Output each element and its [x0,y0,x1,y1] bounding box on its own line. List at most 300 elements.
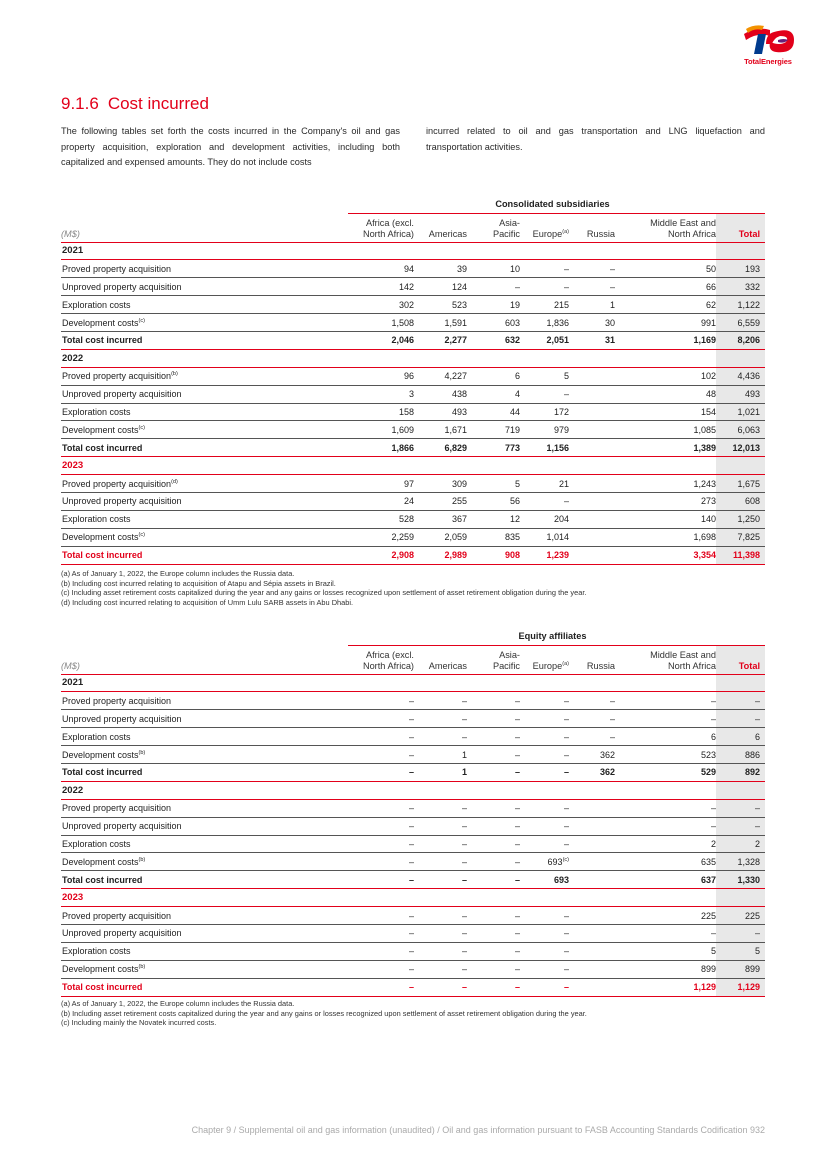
row-label-text: Unproved property acquisition [62,928,182,939]
total-row [61,871,765,889]
cell-value: 94 [403,263,414,274]
value-cell [467,835,520,853]
empty-total-cell [716,457,765,475]
value-cell [520,385,569,403]
total-cell [716,960,765,978]
value-cell [414,710,467,728]
value-cell [569,367,615,385]
cell-value: – [563,713,569,724]
value-cell [569,817,615,835]
cell-value: – [563,910,569,921]
consolidated-subsidiaries-table [61,199,765,569]
value-cell [569,835,615,853]
row-label-text: Proved property acquisition [62,371,172,382]
value-cell [520,296,569,314]
cell-value: – [514,856,520,867]
value-cell [615,907,716,925]
col-africa-header [348,214,414,242]
unit-label: (M$) [61,660,80,671]
cell-value: – [514,731,520,742]
total-row [61,331,765,349]
col-russia-header: Russia [586,660,615,671]
cell-value: – [514,910,520,921]
row-label [61,907,348,925]
cell-value: – [609,263,615,274]
row-label-text: Unproved property acquisition [62,496,182,507]
row-note-ref: (b) [171,371,178,378]
cell-value: – [408,713,414,724]
row-label [61,510,348,528]
row-label-text: Development costs [62,856,139,867]
row-label [61,421,348,439]
total-cell [716,403,765,421]
cell-value: 1,698 [693,532,716,543]
cell-value: 24 [403,496,414,507]
col-middle-east-header [615,214,716,242]
value-cell [414,278,467,296]
total-row [61,978,765,996]
cell-value: – [514,838,520,849]
cell-value: – [710,713,716,724]
cell-value: 4,227 [444,371,467,382]
value-cell [348,510,414,528]
table-row [61,403,765,421]
value-cell [520,728,569,746]
row-label-text: Unproved property acquisition [62,389,182,400]
value-cell [615,692,716,710]
total-value-cell: – [348,871,414,889]
row-label-text: Proved property acquisition [62,695,172,706]
value-cell [615,835,716,853]
total-value-cell: 693 [520,871,569,889]
cell-value: – [563,731,569,742]
value-cell [520,907,569,925]
value-cell [414,367,467,385]
cell-value: 693 [547,856,563,867]
cell-value: 225 [700,910,716,921]
value-cell [348,907,414,925]
grand-total-cell: 12,013 [716,439,765,457]
col-middle-east-header-line1: Middle East and [650,217,716,228]
total-value-cell: 2,051 [520,331,569,349]
row-label-text: Proved property acquisition [62,803,172,814]
header-row [61,646,765,674]
cell-value: – [754,928,760,939]
cell-value: – [563,389,569,400]
value-cell [615,475,716,493]
value-cell [615,314,716,332]
unit-header [61,214,348,242]
value-cell [348,728,414,746]
value-cell [569,710,615,728]
value-cell [615,421,716,439]
empty-cell [348,242,414,260]
cell-value: 2 [710,838,716,849]
row-label-text: Proved property acquisition [62,263,172,274]
cell-note-ref: (c) [562,856,569,863]
empty-cell [520,781,569,799]
empty-cell [467,889,520,907]
cell-value: 142 [398,281,414,292]
col-africa-header [348,646,414,674]
total-value-cell: 632 [467,331,520,349]
value-cell [569,421,615,439]
value-cell [467,403,520,421]
cell-value: 1,836 [546,317,569,328]
row-label [61,853,348,871]
cell-value: 523 [700,749,716,760]
value-cell [520,278,569,296]
row-label-text: Unproved property acquisition [62,713,182,724]
value-cell [615,960,716,978]
value-cell [467,907,520,925]
total-value-cell: 2,277 [414,331,467,349]
total-cell [716,278,765,296]
grand-total-cell: 11,398 [716,546,765,564]
total-label: Total cost incurred [61,331,348,349]
cell-value: 302 [398,299,414,310]
value-cell [569,314,615,332]
cell-value: – [563,749,569,760]
value-cell [414,728,467,746]
row-note-ref: (d) [171,478,178,485]
value-cell [348,278,414,296]
row-label [61,403,348,421]
value-cell [414,475,467,493]
value-cell [414,835,467,853]
cell-value: – [754,713,760,724]
empty-cell [520,674,569,692]
row-label-text: Development costs [62,532,139,543]
value-cell [569,385,615,403]
cell-value: – [563,281,569,292]
value-cell [615,296,716,314]
table-row [61,692,765,710]
value-cell [520,367,569,385]
cell-value: 6 [754,731,760,742]
value-cell [467,942,520,960]
row-label [61,528,348,546]
value-cell [348,924,414,942]
cell-value: – [461,910,467,921]
row-label [61,924,348,942]
grand-total-cell: 892 [716,763,765,781]
empty-cell [467,242,520,260]
col-europe-header [520,646,569,674]
value-cell [414,314,467,332]
row-label [61,817,348,835]
row-label-text: Exploration costs [62,514,131,525]
total-label: Total cost incurred [61,978,348,996]
cell-value: 1,609 [391,424,414,435]
cell-value: 899 [744,964,760,975]
row-label-text: Unproved property acquisition [62,281,182,292]
logo-mark-icon [740,24,798,56]
col-africa-header-line1: Africa (excl. [366,217,414,228]
row-label [61,710,348,728]
cell-value: 332 [744,281,760,292]
cell-value: 4,436 [737,371,760,382]
value-cell [348,367,414,385]
row-label-text: Exploration costs [62,406,131,417]
total-value-cell: 31 [569,331,615,349]
cell-value: – [514,281,520,292]
empty-cell [569,349,615,367]
europe-note-ref: (a) [562,660,569,667]
value-cell [520,492,569,510]
cell-value: 1,021 [737,406,760,417]
value-cell [348,799,414,817]
value-cell [467,960,520,978]
value-cell [414,692,467,710]
value-cell [467,710,520,728]
total-value-cell: – [467,763,520,781]
total-row [61,439,765,457]
table-row [61,799,765,817]
table-group-title: Equity affiliates [518,631,587,641]
total-cell [716,799,765,817]
cell-value: 719 [504,424,520,435]
total-value-cell: 529 [615,763,716,781]
equity-affiliates-table [61,631,765,997]
value-cell [520,746,569,764]
cell-value: 362 [599,749,615,760]
cell-value: 6 [514,371,520,382]
table-row [61,278,765,296]
value-cell [348,314,414,332]
value-cell [615,728,716,746]
total-cell [716,692,765,710]
cell-value: – [408,803,414,814]
cell-value: 438 [451,389,467,400]
cell-value: 4 [514,389,520,400]
cell-value: – [563,496,569,507]
value-cell [569,692,615,710]
cell-value: – [408,928,414,939]
total-cell [716,314,765,332]
cell-value: – [609,731,615,742]
value-cell [414,942,467,960]
value-cell [615,403,716,421]
value-cell [520,260,569,278]
row-label-text: Exploration costs [62,731,131,742]
table-row [61,492,765,510]
cell-value: 1,328 [737,856,760,867]
row-label [61,278,348,296]
total-cell [716,942,765,960]
row-label [61,475,348,493]
total-value-cell: – [520,978,569,996]
total-value-cell: 637 [615,871,716,889]
empty-cell [414,349,467,367]
row-label [61,367,348,385]
value-cell [569,528,615,546]
cell-value: 193 [744,263,760,274]
cell-value: 10 [509,263,520,274]
section-title [61,94,209,114]
empty-cell [467,674,520,692]
cell-value: – [563,695,569,706]
total-value-cell: 2,908 [348,546,414,564]
cell-value: – [563,803,569,814]
total-value-cell: – [414,871,467,889]
total-cell [716,924,765,942]
value-cell [520,510,569,528]
empty-cell [467,457,520,475]
table-row [61,296,765,314]
value-cell [414,510,467,528]
col-total-header: Total [716,214,765,242]
cell-value: 204 [553,514,569,525]
total-cell [716,710,765,728]
cell-value: 1,591 [444,317,467,328]
cell-value: 30 [604,317,615,328]
cell-value: 158 [398,406,414,417]
cell-value: – [461,713,467,724]
table-row [61,710,765,728]
cell-value: – [408,749,414,760]
footnote: (b) Including asset retirement costs capitalized during the year and any gains or losses recognized upon settlement of asset retirement obligation during the year. [61,1008,587,1018]
row-label-text: Exploration costs [62,299,131,310]
col-americas-header: Americas [428,660,467,671]
value-cell [348,710,414,728]
total-row [61,763,765,781]
total-value-cell: 362 [569,763,615,781]
cell-value: – [408,821,414,832]
cell-value: 6,063 [737,424,760,435]
year-label: 2021 [61,242,348,260]
value-cell [414,817,467,835]
value-cell [520,960,569,978]
value-cell [467,528,520,546]
header-row [61,214,765,242]
cell-value: 19 [509,299,520,310]
cell-value: – [408,731,414,742]
cell-value: – [461,821,467,832]
empty-cell [569,242,615,260]
cell-value: 2 [754,838,760,849]
total-cell [716,296,765,314]
cell-value: – [461,803,467,814]
empty-cell [615,889,716,907]
total-value-cell: – [520,763,569,781]
table-row [61,960,765,978]
cell-value: – [514,749,520,760]
value-cell [569,924,615,942]
cell-value: – [563,821,569,832]
cell-value: 2,059 [444,532,467,543]
empty-cell [520,457,569,475]
value-cell [615,942,716,960]
value-cell [414,296,467,314]
empty-cell [348,781,414,799]
col-asia-header [467,214,520,242]
row-label-text: Unproved property acquisition [62,821,182,832]
cell-value: – [710,821,716,832]
value-cell [348,403,414,421]
cell-value: 96 [403,371,414,382]
value-cell [615,799,716,817]
value-cell [569,492,615,510]
value-cell [467,728,520,746]
total-cell [716,385,765,403]
value-cell [467,746,520,764]
empty-cell [414,674,467,692]
total-cell [716,907,765,925]
value-cell [615,278,716,296]
value-cell [414,924,467,942]
table-row [61,421,765,439]
cell-value: – [609,713,615,724]
empty-cell [467,781,520,799]
empty-cell [569,457,615,475]
row-label [61,692,348,710]
value-cell [348,492,414,510]
value-cell [569,746,615,764]
table-row [61,728,765,746]
unit-header [61,646,348,674]
cell-value: 1,243 [693,478,716,489]
cell-value: – [461,946,467,957]
col-africa-header-line2: North Africa) [362,228,414,239]
total-cell [716,421,765,439]
empty-cell [467,349,520,367]
year-label: 2022 [61,349,348,367]
table-group-title: Consolidated subsidiaries [495,199,610,209]
empty-total-cell [716,349,765,367]
value-cell [520,421,569,439]
cell-value: 835 [504,532,520,543]
total-label: Total cost incurred [61,439,348,457]
value-cell [467,924,520,942]
value-cell [615,510,716,528]
total-value-cell: – [414,978,467,996]
cell-value: – [514,803,520,814]
cell-value: 5 [710,946,716,957]
cell-value: 1,671 [444,424,467,435]
total-label: Total cost incurred [61,871,348,889]
cell-value: – [754,821,760,832]
value-cell [569,510,615,528]
cell-value: – [609,281,615,292]
year-label: 2023 [61,889,348,907]
value-cell [520,692,569,710]
value-cell [569,960,615,978]
empty-cell [615,457,716,475]
cell-value: 367 [451,514,467,525]
value-cell [414,421,467,439]
cell-value: 6 [710,731,716,742]
empty-cell [615,781,716,799]
total-cell [716,746,765,764]
row-label [61,799,348,817]
cell-value: – [563,964,569,975]
value-cell [520,835,569,853]
row-label [61,385,348,403]
value-cell [569,728,615,746]
row-label [61,296,348,314]
year-row [61,889,765,907]
empty-cell [414,889,467,907]
row-note-ref: (b) [138,749,146,756]
table-row [61,817,765,835]
footnote: (d) Including cost incurred relating to acquisition of Umm Lulu SARB assets in Abu Dhabi. [61,597,354,607]
table-row [61,314,765,332]
col-africa-header-line1: Africa (excl. [366,649,414,660]
empty-total-cell [716,242,765,260]
year-label: 2021 [61,674,348,692]
cell-value: – [710,928,716,939]
